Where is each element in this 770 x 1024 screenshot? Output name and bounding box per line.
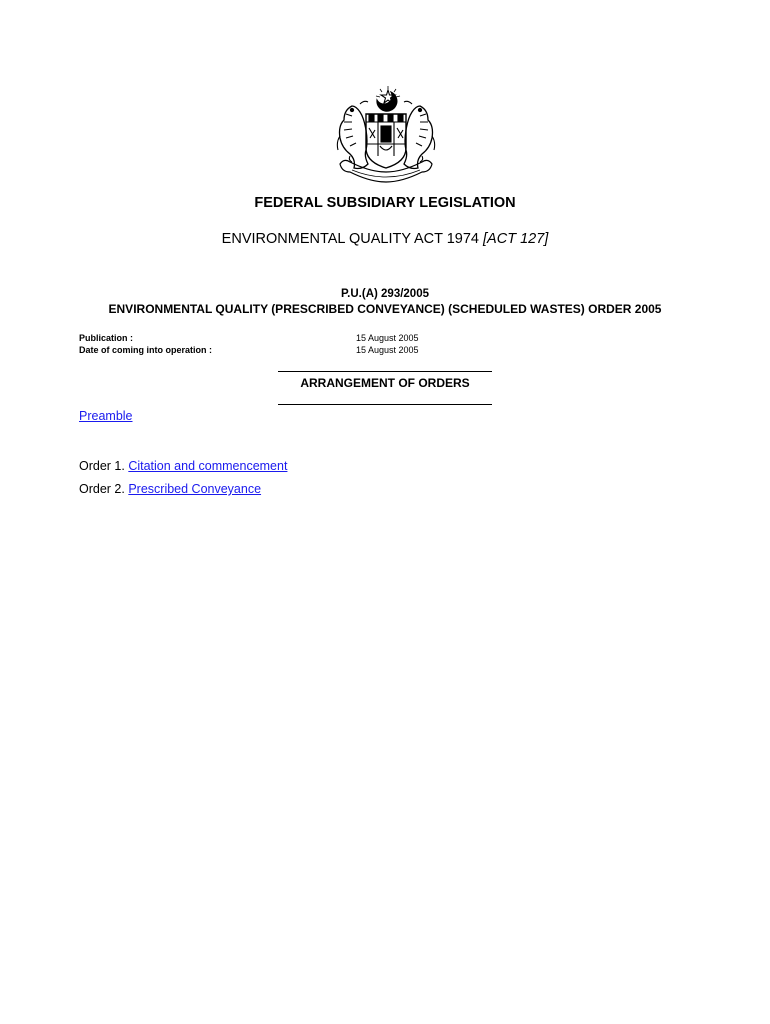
preamble-link[interactable]: Preamble xyxy=(79,409,133,423)
operation-date-label: Date of coming into operation : xyxy=(79,345,212,355)
order-item-2 xyxy=(79,482,261,496)
divider-bottom xyxy=(278,404,492,405)
publication-date: 15 August 2005 xyxy=(356,333,419,343)
divider-top xyxy=(278,371,492,372)
preamble-item xyxy=(79,409,133,423)
act-name xyxy=(0,231,770,247)
order-1-prefix: Order 1. xyxy=(79,459,129,473)
act-reference: [ACT 127] xyxy=(483,231,549,247)
publication-label: Publication : xyxy=(79,333,133,343)
citation-commencement-link[interactable]: Citation and commencement xyxy=(128,459,288,473)
order-2-prefix: Order 2. xyxy=(79,482,129,496)
order-title: ENVIRONMENTAL QUALITY (PRESCRIBED CONVEYANCE) (SCHEDULED WASTES) ORDER 2005 xyxy=(108,302,662,316)
pu-number: P.U.(A) 293/2005 xyxy=(340,288,429,300)
coat-of-arms-logo xyxy=(322,86,450,190)
operation-date: 15 August 2005 xyxy=(356,345,419,355)
legislation-title: FEDERAL SUBSIDIARY LEGISLATION xyxy=(254,195,516,211)
prescribed-conveyance-link[interactable]: Prescribed Conveyance xyxy=(128,482,262,496)
coat-of-arms-icon xyxy=(322,86,450,190)
order-item-1 xyxy=(79,459,287,473)
arrangement-heading: ARRANGEMENT OF ORDERS xyxy=(300,376,470,390)
act-name-text: ENVIRONMENTAL QUALITY ACT 1974 xyxy=(221,231,484,247)
